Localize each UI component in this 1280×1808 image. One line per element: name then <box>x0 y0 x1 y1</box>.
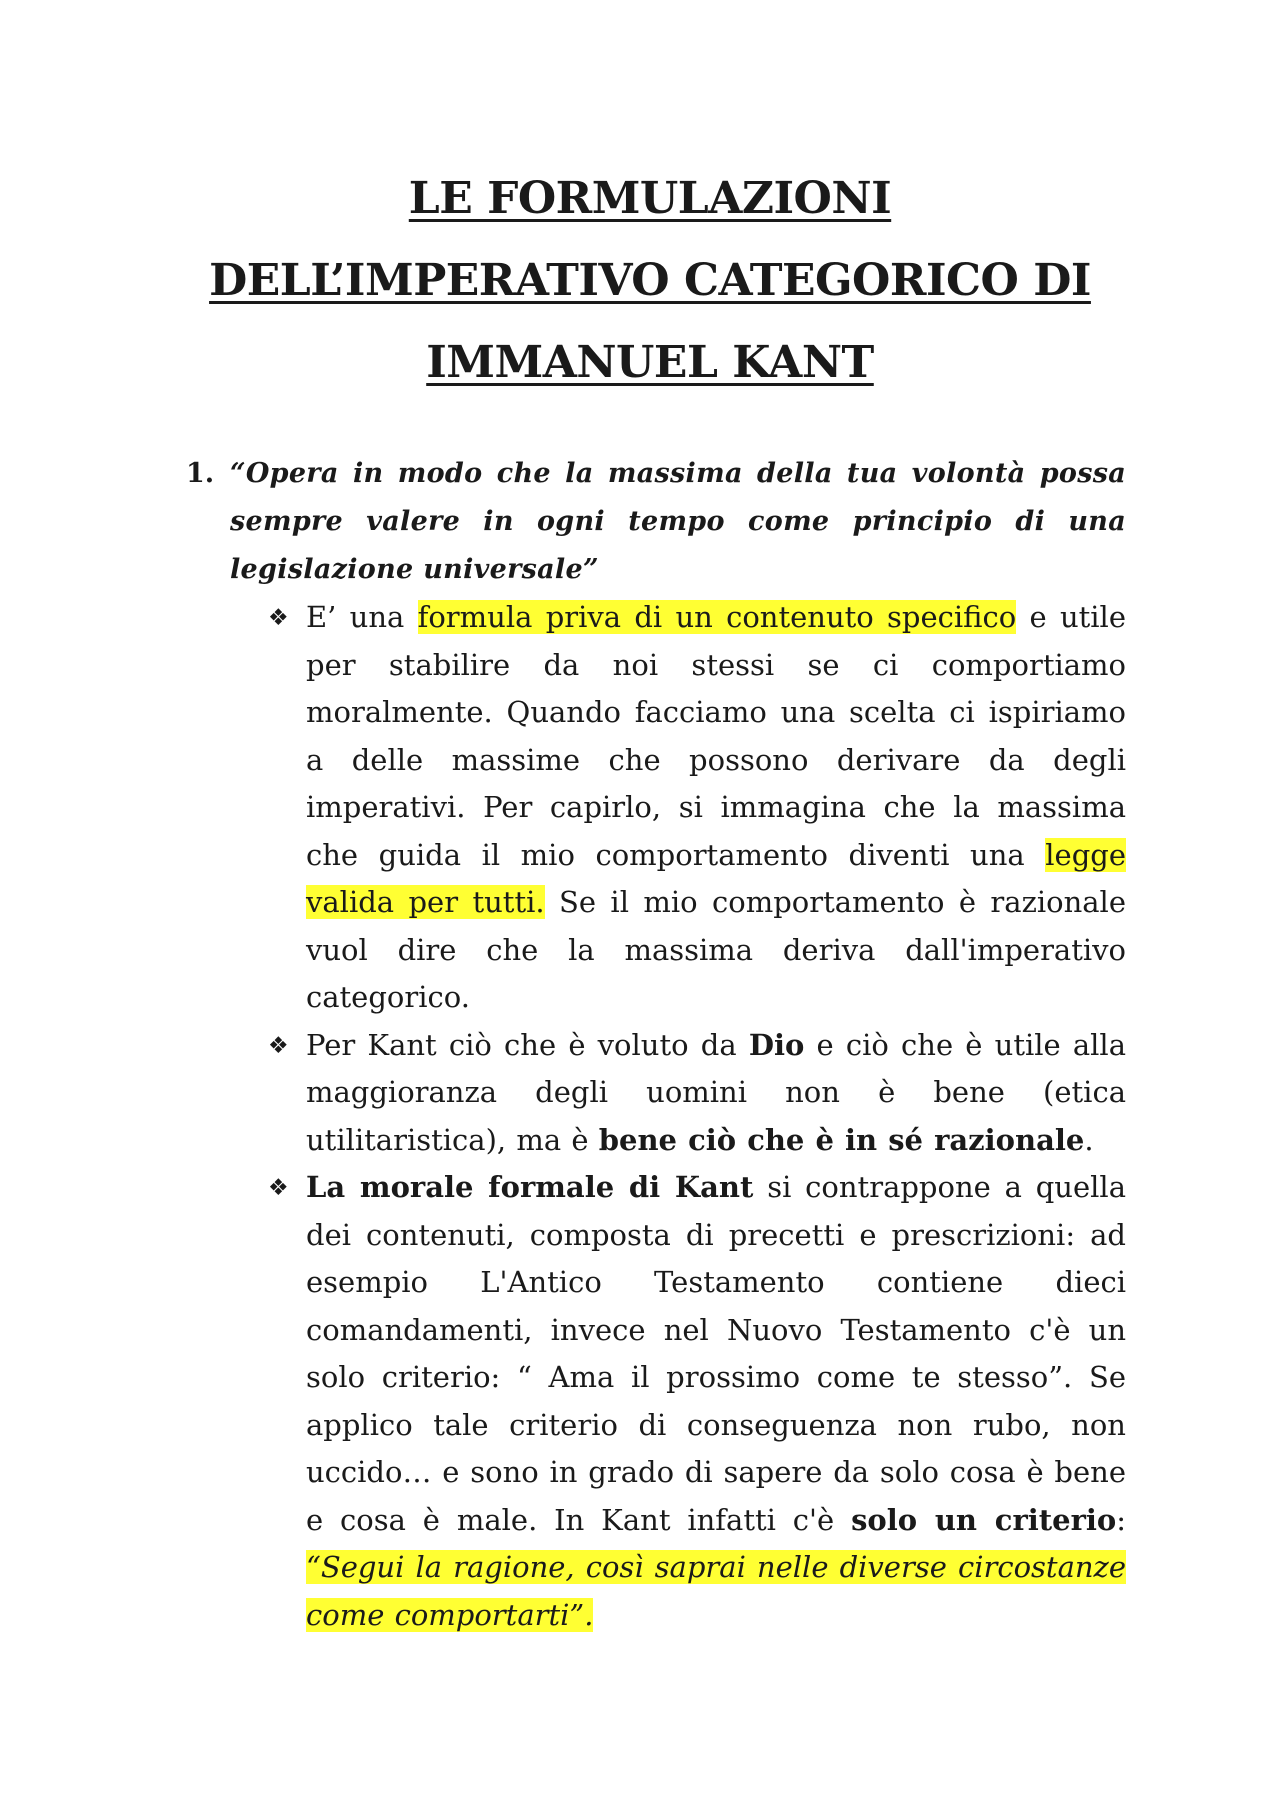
highlight-run: legge valida per tutti. <box>306 837 1126 919</box>
list-item-1 <box>186 450 1126 1639</box>
text-run: : <box>1116 1502 1126 1537</box>
diamond-bullet-icon: ❖ <box>268 1175 289 1201</box>
bullet-text-2 <box>306 1022 1126 1165</box>
item-number: 1. <box>186 458 215 489</box>
bullet-item-1 <box>268 594 1126 1022</box>
highlight-run: formula priva di un contenuto specifico <box>417 600 1017 634</box>
text-run: Per Kant ciò che è voluto da <box>306 1027 749 1062</box>
text-run: E’ una <box>306 600 418 634</box>
bullet-text-1 <box>306 594 1126 1022</box>
diamond-bullet-icon: ❖ <box>268 605 289 631</box>
bullet-text-3 <box>306 1164 1126 1639</box>
bullet-list <box>186 594 1126 1639</box>
bullet-item-2 <box>268 1022 1126 1165</box>
title-line-2: DELL’IMPERATIVO CATEGORICO DI <box>209 255 1091 306</box>
bold-run: solo un criterio <box>851 1502 1117 1537</box>
title-line-3: IMMANUEL KANT <box>426 337 874 388</box>
bold-run: bene ciò che è in sé razionale <box>598 1122 1085 1157</box>
formula-quote: “Opera in modo che la massima della tua volontà possa sempre valere in ogni tempo come principio di una legislazione universale” <box>230 458 1126 585</box>
highlight-italic-run: “Segui la ragione, così saprai nelle diverse circostanze come comportarti”. <box>306 1550 1126 1632</box>
text-run: e utile per stabilire da noi stessi se ci comportiamo moralmente. Quando facciamo una scelta ci ispiriamo a delle massime che possono derivare da degli imperativi. Per capirlo, si immagina che la massima che guida il mio comportamento diventi una <box>306 600 1126 872</box>
page-title <box>150 158 1150 404</box>
title-line-1: LE FORMULAZIONI <box>408 173 892 224</box>
text-run: Se il mio comportamento è razionale vuol dire che la massima deriva dall'imperativo categorico. <box>306 885 1126 1014</box>
diamond-bullet-icon: ❖ <box>268 1032 289 1059</box>
text-run: si contrappone a quella dei contenuti, composta di precetti e prescrizioni: ad esempio L'Antico Testamento contiene dieci comandamenti, invece nel Nuovo Testamento c'è un solo criterio: “ Ama il prossimo come te stesso”. Se applico tale criterio di conseguenza non rubo, non uccido… e sono in grado di sapere da solo cosa è bene e cosa è male. In Kant infatti c'è <box>306 1170 1126 1537</box>
text-run: . <box>1084 1122 1094 1157</box>
bold-run: La morale formale di Kant <box>306 1170 754 1204</box>
text-run: e ciò che è utile alla maggioranza degli uomini non è bene (etica utilitaristica), ma è <box>306 1027 1126 1157</box>
bullet-item-3 <box>268 1164 1126 1639</box>
bold-run: Dio <box>748 1027 805 1062</box>
